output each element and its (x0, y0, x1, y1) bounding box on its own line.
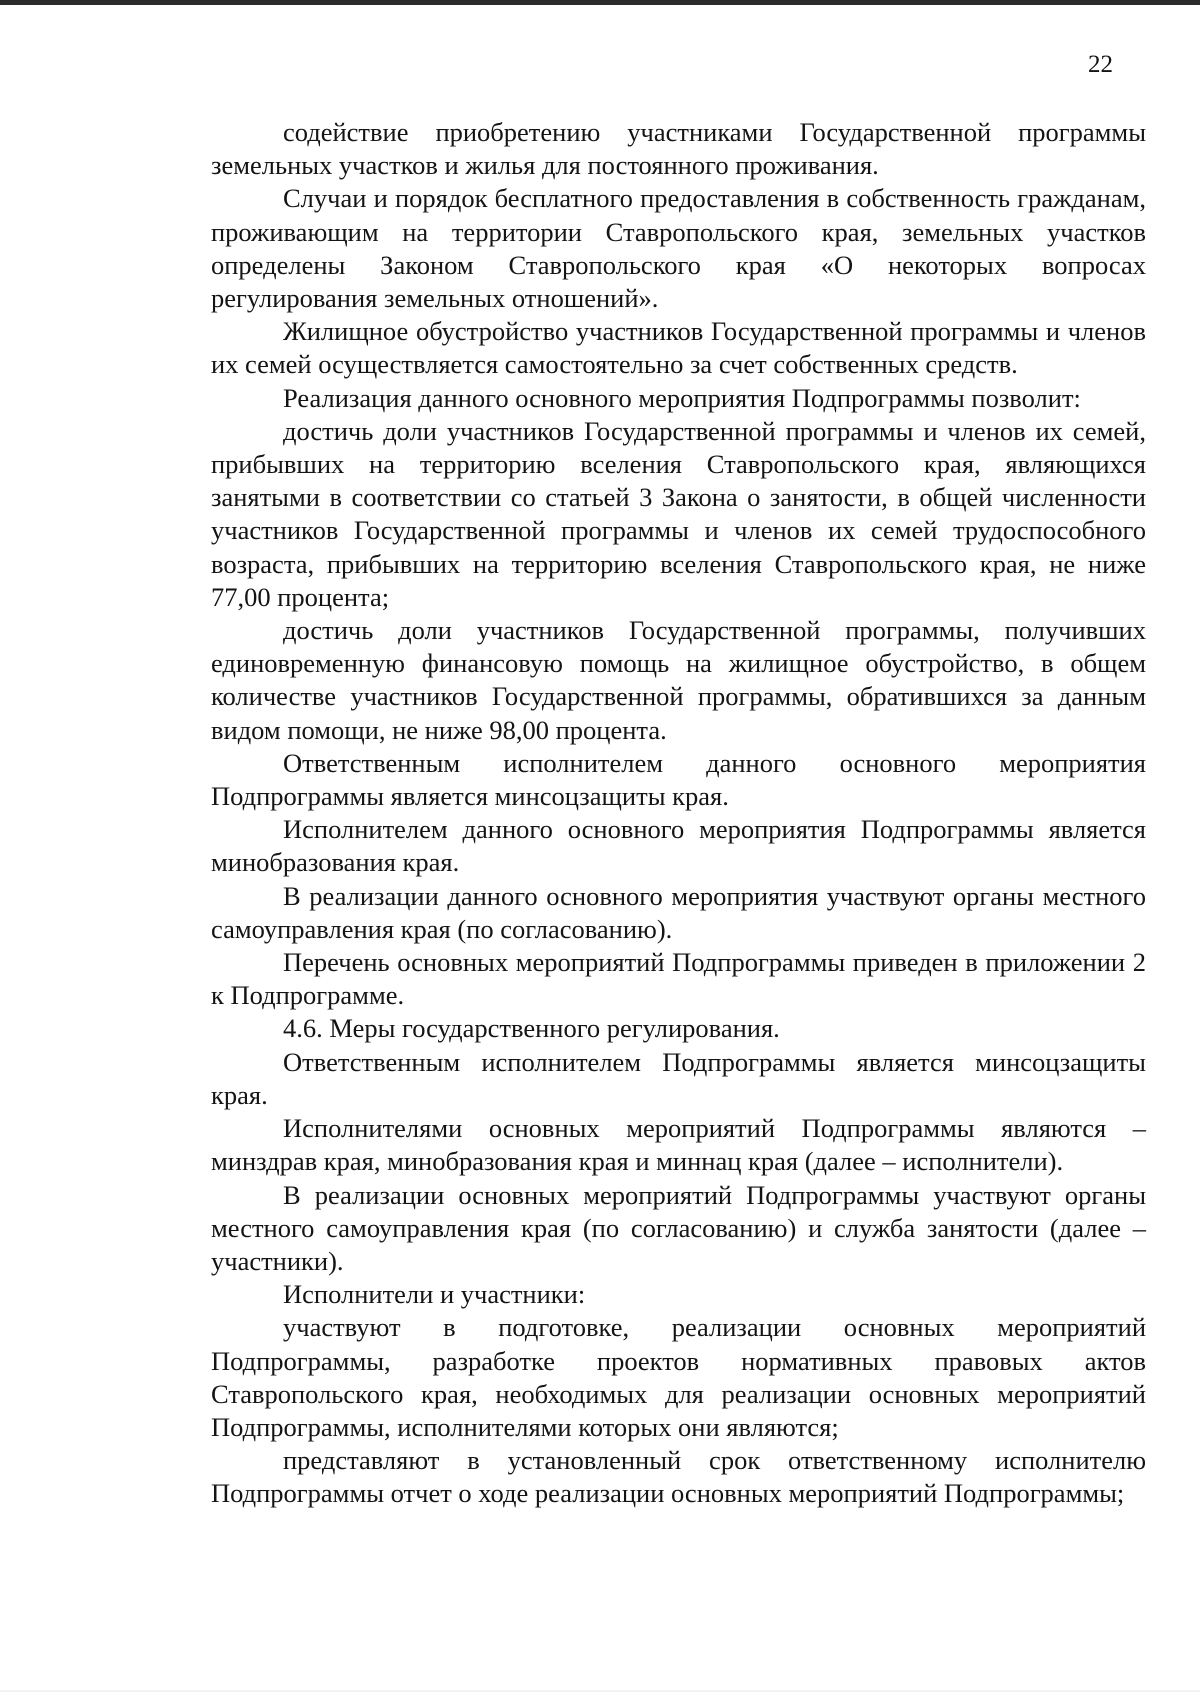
paragraph: Ответственным исполнителем Подпрограммы является минсоцзащиты края. (211, 1046, 1146, 1110)
paragraph: достичь доли участников Государственной программы и членов их семей, прибывших на территорию вселения Ставропольского края, являющихся занятыми в соответствии со статьей 3 Закона о занятости, в общей численности участников Государственной программы и членов их семей трудоспособного возраста, прибывших на территорию вселения Ставропольского края, не ниже 77,00 процента; (211, 415, 1146, 612)
section-heading: 4.6. Меры государственного регулирования. (283, 1013, 780, 1044)
paragraph: Исполнителем данного основного мероприятия Подпрограммы является минобразования края. (211, 814, 1146, 878)
paragraph: Жилищное обустройство участников Государственной программы и членов их семей осуществляется самостоятельно за счет собственных средств. (211, 316, 1146, 380)
scan-top-border (0, 0, 1200, 5)
paragraph: достичь доли участников Государственной программы, получивших единовременную финансовую помощь на жилищное обустройство, в общем количестве участников Государственной программы, обратившихся за данным видом помощи, не ниже 98,00 процента. (211, 615, 1146, 745)
paragraph: Перечень основных мероприятий Подпрограммы приведен в приложении 2 к Подпрограмме. (211, 947, 1146, 1011)
paragraph: В реализации данного основного мероприятия участвуют органы местного самоуправления края (по согласованию). (211, 880, 1146, 944)
paragraph: Реализация данного основного мероприятия Подпрограммы позволит: (283, 382, 1081, 413)
paragraph: Ответственным исполнителем данного основного мероприятия Подпрограммы является минсоцзащиты края. (211, 747, 1146, 812)
paragraph: В реализации основных мероприятий Подпрограммы участвуют органы местного самоуправления края (по согласованию) и служба занятости (далее – участники). (211, 1179, 1146, 1276)
paragraph: Исполнителями основных мероприятий Подпрограммы являются – минздрав края, минобразования края и миннац края (далее – исполнители). (211, 1113, 1146, 1177)
page-number: 22 (1088, 51, 1113, 78)
paragraph: Исполнители и участники: (283, 1279, 586, 1310)
paragraph: участвуют в подготовке, реализации основных мероприятий Подпрограммы, разработке проектов нормативных правовых актов Ставропольского края, необходимых для реализации основных мероприятий Подпрограммы, исполнителями которых они являются; (211, 1312, 1146, 1442)
paragraph: представляют в установленный срок ответственному исполнителю Подпрограммы отчет о ходе реализации основных мероприятий Подпрограммы; (211, 1445, 1146, 1509)
paragraph: содействие приобретению участниками Государственной программы земельных участков и жилья для постоянного проживания. (211, 117, 1146, 181)
paragraph: Случаи и порядок бесплатного предоставления в собственность гражданам, проживающим на территории Ставропольского края, земельных участков определены Законом Ставропольского края «О некоторых вопросах регулирования земельных отношений». (211, 183, 1146, 314)
document-body (211, 116, 1146, 1511)
